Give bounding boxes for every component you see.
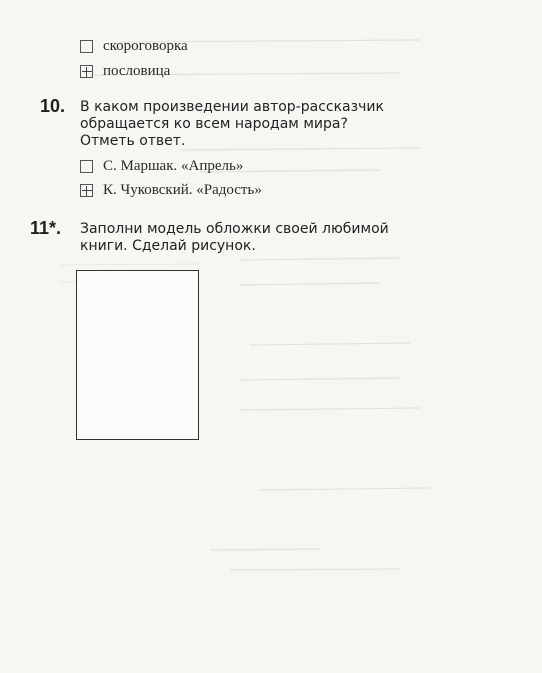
checkbox-icon[interactable]	[80, 160, 93, 173]
option-skorogovorka[interactable]	[80, 38, 188, 55]
book-cover-drawing-area[interactable]	[76, 270, 199, 440]
checked-checkbox-icon[interactable]	[80, 65, 93, 78]
question-11-line-1: Заполни модель обложки своей любимой	[80, 221, 389, 237]
question-11-text	[80, 221, 425, 255]
question-10-text	[80, 99, 425, 150]
checkbox-icon[interactable]	[80, 40, 93, 53]
question-10-line-2: обращается ко всем народам мира?	[80, 116, 348, 132]
checked-checkbox-icon[interactable]	[80, 184, 93, 197]
option-label: К. Чуковский. «Радость»	[103, 182, 262, 198]
option-chukovsky[interactable]	[80, 182, 262, 199]
question-number-11: 11*.	[30, 218, 62, 238]
question-number-10: 10.	[40, 96, 66, 116]
option-label: пословица	[103, 63, 171, 79]
option-label: С. Маршак. «Апрель»	[103, 158, 244, 174]
option-label: скороговорка	[103, 38, 188, 54]
question-10-line-1: В каком произведении автор-рассказчик	[80, 99, 384, 115]
question-10-instruction: Отметь ответ.	[80, 133, 186, 149]
option-marshak[interactable]	[80, 158, 243, 175]
option-poslovitsa[interactable]	[80, 63, 170, 80]
question-11-line-2: книги. Сделай рисунок.	[80, 238, 256, 254]
